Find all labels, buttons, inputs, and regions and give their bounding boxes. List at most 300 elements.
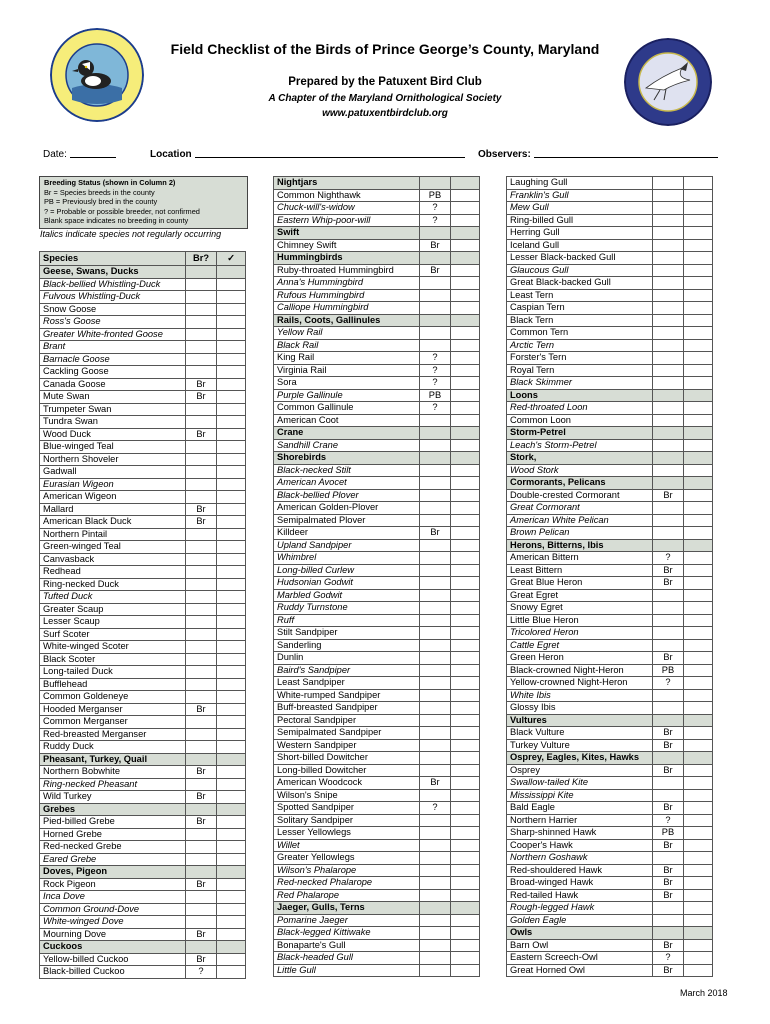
breeding-status: Br <box>185 703 217 717</box>
checkbox-cell[interactable] <box>450 776 480 790</box>
species-name: Brown Pelican <box>506 526 653 540</box>
checkbox-cell[interactable] <box>450 564 480 578</box>
checkbox-cell[interactable] <box>450 964 480 978</box>
species-name: Little Blue Heron <box>506 614 653 628</box>
checkbox-cell[interactable] <box>683 526 713 540</box>
breeding-status <box>652 514 684 528</box>
checkbox-cell[interactable] <box>450 376 480 390</box>
breeding-status <box>185 465 217 479</box>
species-name: Northern Goshawk <box>506 851 653 865</box>
breeding-status <box>185 553 217 567</box>
checkbox-cell <box>450 451 480 465</box>
website: www.patuxentbirdclub.org <box>322 108 448 119</box>
checkbox-cell[interactable] <box>683 201 713 215</box>
checkbox-cell[interactable] <box>216 840 246 854</box>
checkbox-cell[interactable] <box>683 551 713 565</box>
checkbox-cell[interactable] <box>683 226 713 240</box>
species-row <box>273 951 479 964</box>
breeding-status <box>185 753 217 767</box>
checkbox-cell[interactable] <box>450 401 480 415</box>
checkbox-cell <box>450 251 480 265</box>
checkbox-cell[interactable] <box>450 789 480 803</box>
checkbox-cell[interactable] <box>683 914 713 928</box>
checkbox-cell[interactable] <box>450 489 480 503</box>
species-name: Double-crested Cormorant <box>506 489 653 503</box>
checkbox-cell[interactable] <box>450 851 480 865</box>
checkbox-cell[interactable] <box>683 289 713 303</box>
checkbox-cell[interactable] <box>683 401 713 415</box>
checkbox-cell[interactable] <box>683 826 713 840</box>
breeding-status <box>185 490 217 504</box>
checkbox-cell[interactable] <box>683 664 713 678</box>
checkbox-cell[interactable] <box>450 701 480 715</box>
species-row <box>273 714 479 727</box>
breeding-status: Br <box>185 815 217 829</box>
checkbox-cell[interactable] <box>450 951 480 965</box>
checkbox-cell[interactable] <box>683 214 713 228</box>
species-name: Pectoral Sandpiper <box>273 714 420 728</box>
breeding-status <box>652 501 684 515</box>
species-name: Yellow Rail <box>273 326 420 340</box>
prepared-by: Prepared by the Patuxent Bird Club <box>288 76 482 88</box>
checkbox-cell[interactable] <box>216 665 246 679</box>
breeding-status <box>652 776 684 790</box>
checkbox-cell[interactable] <box>683 376 713 390</box>
breeding-status: ? <box>419 214 451 228</box>
species-name: Common Tern <box>506 326 653 340</box>
checkbox-cell[interactable] <box>450 539 480 553</box>
checkbox-cell[interactable] <box>216 540 246 554</box>
species-name: Purple Gallinule <box>273 389 420 403</box>
breeding-status <box>419 589 451 603</box>
checkbox-cell[interactable] <box>216 590 246 604</box>
checkbox-cell[interactable] <box>683 901 713 915</box>
checkbox-cell[interactable] <box>683 864 713 878</box>
checkbox-cell[interactable] <box>216 353 246 367</box>
checkbox-cell[interactable] <box>683 364 713 378</box>
breeding-status: Br <box>652 889 684 903</box>
species-row <box>39 378 245 391</box>
species-name: Black-necked Stilt <box>273 464 420 478</box>
checkbox-cell[interactable] <box>683 889 713 903</box>
species-row <box>273 489 479 502</box>
checkbox-cell[interactable] <box>683 689 713 703</box>
species-name: Black-crowned Night-Heron <box>506 664 653 678</box>
observers-field[interactable] <box>478 148 718 160</box>
checkbox-cell <box>450 226 480 240</box>
table-header <box>39 251 245 265</box>
checkbox-cell[interactable] <box>450 801 480 815</box>
checkbox-cell[interactable] <box>450 926 480 940</box>
group-header-row <box>39 803 245 816</box>
checkbox-cell[interactable] <box>683 639 713 653</box>
checkbox-cell[interactable] <box>683 176 713 190</box>
checkbox-cell[interactable] <box>216 365 246 379</box>
species-row <box>506 339 712 352</box>
checkbox-cell <box>450 901 480 915</box>
breeding-status <box>419 476 451 490</box>
checkbox-cell[interactable] <box>683 651 713 665</box>
checkbox-cell[interactable] <box>450 239 480 253</box>
species-name: Eastern Screech-Owl <box>506 951 653 965</box>
species-name: Surf Scoter <box>39 628 186 642</box>
checkbox-cell[interactable] <box>683 764 713 778</box>
species-name: Franklin's Gull <box>506 189 653 203</box>
checkbox-cell[interactable] <box>450 551 480 565</box>
species-name: Red-necked Phalarope <box>273 876 420 890</box>
species-name: Semipalmated Sandpiper <box>273 726 420 740</box>
checkbox-cell[interactable] <box>450 589 480 603</box>
species-name: Chimney Swift <box>273 239 420 253</box>
checkbox-cell[interactable] <box>216 890 246 904</box>
checkbox-cell[interactable] <box>216 878 246 892</box>
breeding-status: ? <box>419 201 451 215</box>
species-name: Marbled Godwit <box>273 589 420 603</box>
species-row <box>39 815 245 828</box>
checkbox-cell[interactable] <box>683 576 713 590</box>
checkbox-cell[interactable] <box>683 326 713 340</box>
checkbox-cell[interactable] <box>450 676 480 690</box>
checkbox-cell[interactable] <box>216 628 246 642</box>
species-row <box>506 414 712 427</box>
breeding-status <box>419 689 451 703</box>
checkbox-cell[interactable] <box>216 478 246 492</box>
checkbox-cell[interactable] <box>450 414 480 428</box>
breeding-status <box>419 739 451 753</box>
checkbox-cell[interactable] <box>683 251 713 265</box>
checkbox-cell[interactable] <box>683 564 713 578</box>
checkbox-cell[interactable] <box>450 264 480 278</box>
checkbox-cell[interactable] <box>450 939 480 953</box>
species-name: Ring-necked Duck <box>39 578 186 592</box>
checkbox-cell[interactable] <box>450 764 480 778</box>
checkbox-cell[interactable] <box>450 189 480 203</box>
checkbox-cell[interactable] <box>216 765 246 779</box>
breeding-status <box>185 353 217 367</box>
breeding-status <box>652 364 684 378</box>
group-name: Doves, Pigeon <box>39 865 186 879</box>
checkbox-cell[interactable] <box>683 776 713 790</box>
checkbox-cell[interactable] <box>450 476 480 490</box>
species-name: Great Black-backed Gull <box>506 276 653 290</box>
species-row <box>506 251 712 264</box>
checkbox-cell[interactable] <box>450 601 480 615</box>
checkbox-cell[interactable] <box>216 778 246 792</box>
checkbox-cell[interactable] <box>450 576 480 590</box>
checkbox-cell[interactable] <box>450 514 480 528</box>
species-row <box>506 664 712 677</box>
checkbox-cell[interactable] <box>450 864 480 878</box>
checkbox-cell[interactable] <box>450 389 480 403</box>
group-header-row <box>39 940 245 953</box>
checkbox-cell[interactable] <box>450 889 480 903</box>
species-row <box>273 651 479 664</box>
checkbox-cell <box>216 865 246 879</box>
group-name: Owls <box>506 926 653 940</box>
checkbox-cell[interactable] <box>450 439 480 453</box>
checkbox-cell[interactable] <box>683 501 713 515</box>
checkbox-cell[interactable] <box>450 826 480 840</box>
species-name: Redhead <box>39 565 186 579</box>
checkbox-cell[interactable] <box>683 626 713 640</box>
checkbox-cell[interactable] <box>683 814 713 828</box>
species-row <box>506 576 712 589</box>
species-name: Broad-winged Hawk <box>506 876 653 890</box>
breeding-status <box>652 314 684 328</box>
species-name: Killdeer <box>273 526 420 540</box>
checkbox-cell[interactable] <box>216 315 246 329</box>
checkbox-cell[interactable] <box>450 714 480 728</box>
breeding-status <box>185 628 217 642</box>
checkbox-cell[interactable] <box>450 526 480 540</box>
checkbox-cell[interactable] <box>216 965 246 979</box>
checkbox-cell[interactable] <box>450 501 480 515</box>
species-name: Northern Harrier <box>506 814 653 828</box>
checkbox-cell[interactable] <box>216 503 246 517</box>
checkbox-cell[interactable] <box>216 303 246 317</box>
species-name: Semipalmated Plover <box>273 514 420 528</box>
checkbox-cell <box>683 451 713 465</box>
checkbox-cell[interactable] <box>683 801 713 815</box>
checkbox-cell <box>450 314 480 328</box>
checkbox-cell[interactable] <box>683 264 713 278</box>
breeding-status <box>185 778 217 792</box>
species-row <box>273 401 479 414</box>
species-row <box>39 878 245 891</box>
checkbox-cell[interactable] <box>216 490 246 504</box>
checkbox-cell[interactable] <box>450 814 480 828</box>
checkbox-cell[interactable] <box>683 951 713 965</box>
checkbox-cell[interactable] <box>683 276 713 290</box>
checkbox-cell[interactable] <box>450 726 480 740</box>
checkbox-cell[interactable] <box>216 465 246 479</box>
checkbox-cell[interactable] <box>450 876 480 890</box>
species-name: Northern Bobwhite <box>39 765 186 779</box>
species-name: Baird's Sandpiper <box>273 664 420 678</box>
checkbox-cell[interactable] <box>450 839 480 853</box>
checkbox-cell[interactable] <box>216 828 246 842</box>
breeding-status <box>652 639 684 653</box>
species-row <box>506 651 712 664</box>
checkbox-cell[interactable] <box>216 678 246 692</box>
breeding-status: Br <box>185 928 217 942</box>
checkbox-cell[interactable] <box>216 603 246 617</box>
checklist-column-1 <box>39 251 245 978</box>
checkbox-cell[interactable] <box>450 739 480 753</box>
checkbox-cell[interactable] <box>216 278 246 292</box>
checkbox-cell[interactable] <box>683 189 713 203</box>
breeding-status-legend <box>39 176 248 229</box>
breeding-status <box>419 289 451 303</box>
checkbox-cell[interactable] <box>450 651 480 665</box>
checkbox-cell[interactable] <box>450 914 480 928</box>
breeding-status: Br <box>419 526 451 540</box>
checkbox-cell[interactable] <box>216 390 246 404</box>
species-name: American Golden-Plover <box>273 501 420 515</box>
group-header-row <box>273 251 479 264</box>
checkbox-cell[interactable] <box>450 301 480 315</box>
checkbox-cell[interactable] <box>683 839 713 853</box>
checkbox-cell[interactable] <box>216 790 246 804</box>
checkbox-cell[interactable] <box>450 751 480 765</box>
group-header-row <box>273 426 479 439</box>
checkbox-cell[interactable] <box>216 340 246 354</box>
checkbox-cell[interactable] <box>450 364 480 378</box>
checkbox-cell[interactable] <box>216 915 246 929</box>
species-name: Short-billed Dowitcher <box>273 751 420 765</box>
species-name: Bufflehead <box>39 678 186 692</box>
species-name: White-winged Dove <box>39 915 186 929</box>
checkbox-cell[interactable] <box>683 314 713 328</box>
checkbox-cell[interactable] <box>683 726 713 740</box>
checkbox-cell[interactable] <box>683 339 713 353</box>
checkbox-cell[interactable] <box>683 601 713 615</box>
species-row <box>273 889 479 902</box>
breeding-status <box>652 264 684 278</box>
breeding-status <box>419 339 451 353</box>
checkbox-cell[interactable] <box>450 614 480 628</box>
checkbox-cell[interactable] <box>216 403 246 417</box>
location-field[interactable] <box>150 148 465 160</box>
checkbox-cell[interactable] <box>450 214 480 228</box>
breeding-status <box>185 840 217 854</box>
group-name: Crane <box>273 426 420 440</box>
checkbox-cell[interactable] <box>216 528 246 542</box>
checkbox-cell[interactable] <box>450 689 480 703</box>
checkbox-cell[interactable] <box>683 939 713 953</box>
checkbox-cell[interactable] <box>216 565 246 579</box>
species-row <box>506 289 712 302</box>
checkbox-cell[interactable] <box>216 728 246 742</box>
species-name: Osprey <box>506 764 653 778</box>
checkbox-cell[interactable] <box>216 415 246 429</box>
breeding-status: Br <box>185 503 217 517</box>
breeding-status: PB <box>419 189 451 203</box>
checkbox-cell[interactable] <box>216 515 246 529</box>
italic-note: Italics indicate species not regularly occurring <box>40 229 222 239</box>
checkbox-cell[interactable] <box>683 876 713 890</box>
checkbox-cell[interactable] <box>683 964 713 978</box>
checkbox-cell[interactable] <box>216 453 246 467</box>
species-name: Red-necked Grebe <box>39 840 186 854</box>
checkbox-cell[interactable] <box>450 464 480 478</box>
species-name: Red-breasted Merganser <box>39 728 186 742</box>
checkbox-cell[interactable] <box>683 414 713 428</box>
breeding-status: ? <box>419 364 451 378</box>
checkbox-cell[interactable] <box>450 639 480 653</box>
checkbox-cell[interactable] <box>216 953 246 967</box>
checkbox-cell[interactable] <box>450 351 480 365</box>
checkbox-cell[interactable] <box>216 703 246 717</box>
checkbox-cell[interactable] <box>683 464 713 478</box>
breeding-status <box>652 464 684 478</box>
checkbox-cell[interactable] <box>683 239 713 253</box>
checkbox-cell[interactable] <box>683 301 713 315</box>
breeding-status <box>419 601 451 615</box>
checkbox-cell[interactable] <box>216 440 246 454</box>
group-header-row <box>39 753 245 766</box>
checkbox-cell[interactable] <box>683 589 713 603</box>
species-row <box>273 764 479 777</box>
breeding-status <box>652 451 684 465</box>
species-name: Caspian Tern <box>506 301 653 315</box>
species-row <box>506 351 712 364</box>
species-row <box>506 526 712 539</box>
checkbox-cell[interactable] <box>683 789 713 803</box>
species-name: Stilt Sandpiper <box>273 626 420 640</box>
species-row <box>39 503 245 516</box>
species-name: Brant <box>39 340 186 354</box>
species-name: Whimbrel <box>273 551 420 565</box>
group-name: Storm-Petrel <box>506 426 653 440</box>
species-name: Mew Gull <box>506 201 653 215</box>
checkbox-cell[interactable] <box>216 853 246 867</box>
checkbox-cell[interactable] <box>450 339 480 353</box>
species-name: Common Merganser <box>39 715 186 729</box>
species-name: Northern Pintail <box>39 528 186 542</box>
checkbox-cell[interactable] <box>450 289 480 303</box>
checkbox-cell[interactable] <box>450 664 480 678</box>
checkbox-cell[interactable] <box>216 928 246 942</box>
checkbox-cell[interactable] <box>216 715 246 729</box>
checkbox-cell <box>216 803 246 817</box>
checkbox-cell[interactable] <box>216 428 246 442</box>
checkbox-cell[interactable] <box>683 351 713 365</box>
checkbox-cell[interactable] <box>683 676 713 690</box>
checkbox-cell[interactable] <box>216 328 246 342</box>
species-row <box>39 853 245 866</box>
checkbox-cell[interactable] <box>683 701 713 715</box>
breeding-status <box>185 865 217 879</box>
checkbox-cell[interactable] <box>216 903 246 917</box>
species-name: Snowy Egret <box>506 601 653 615</box>
species-row <box>506 964 712 977</box>
checkbox-cell[interactable] <box>216 740 246 754</box>
checkbox-cell[interactable] <box>683 614 713 628</box>
checkbox-cell[interactable] <box>216 553 246 567</box>
checkbox-cell[interactable] <box>216 615 246 629</box>
checkbox-cell[interactable] <box>216 640 246 654</box>
date-field[interactable] <box>43 148 116 160</box>
checkbox-cell[interactable] <box>450 201 480 215</box>
checkbox-cell[interactable] <box>216 815 246 829</box>
checkbox-cell[interactable] <box>216 378 246 392</box>
checkbox-cell[interactable] <box>450 326 480 340</box>
checkbox-cell[interactable] <box>216 290 246 304</box>
species-row <box>273 414 479 427</box>
checkbox-cell[interactable] <box>683 851 713 865</box>
species-row <box>273 564 479 577</box>
species-row <box>506 814 712 827</box>
checkbox-cell[interactable] <box>683 739 713 753</box>
checkbox-cell[interactable] <box>216 578 246 592</box>
checkbox-cell[interactable] <box>216 690 246 704</box>
breeding-status: Br <box>652 839 684 853</box>
species-row <box>39 615 245 628</box>
breeding-status: Br <box>652 876 684 890</box>
species-name: Long-billed Curlew <box>273 564 420 578</box>
checkbox-cell[interactable] <box>683 514 713 528</box>
breeding-status <box>419 951 451 965</box>
species-name: Glossy Ibis <box>506 701 653 715</box>
checkbox-cell[interactable] <box>450 626 480 640</box>
checkbox-cell[interactable] <box>216 653 246 667</box>
species-name: Ruff <box>273 614 420 628</box>
checkbox-cell[interactable] <box>683 489 713 503</box>
checkbox-cell[interactable] <box>450 276 480 290</box>
species-name: Willet <box>273 839 420 853</box>
checkbox-cell[interactable] <box>683 439 713 453</box>
